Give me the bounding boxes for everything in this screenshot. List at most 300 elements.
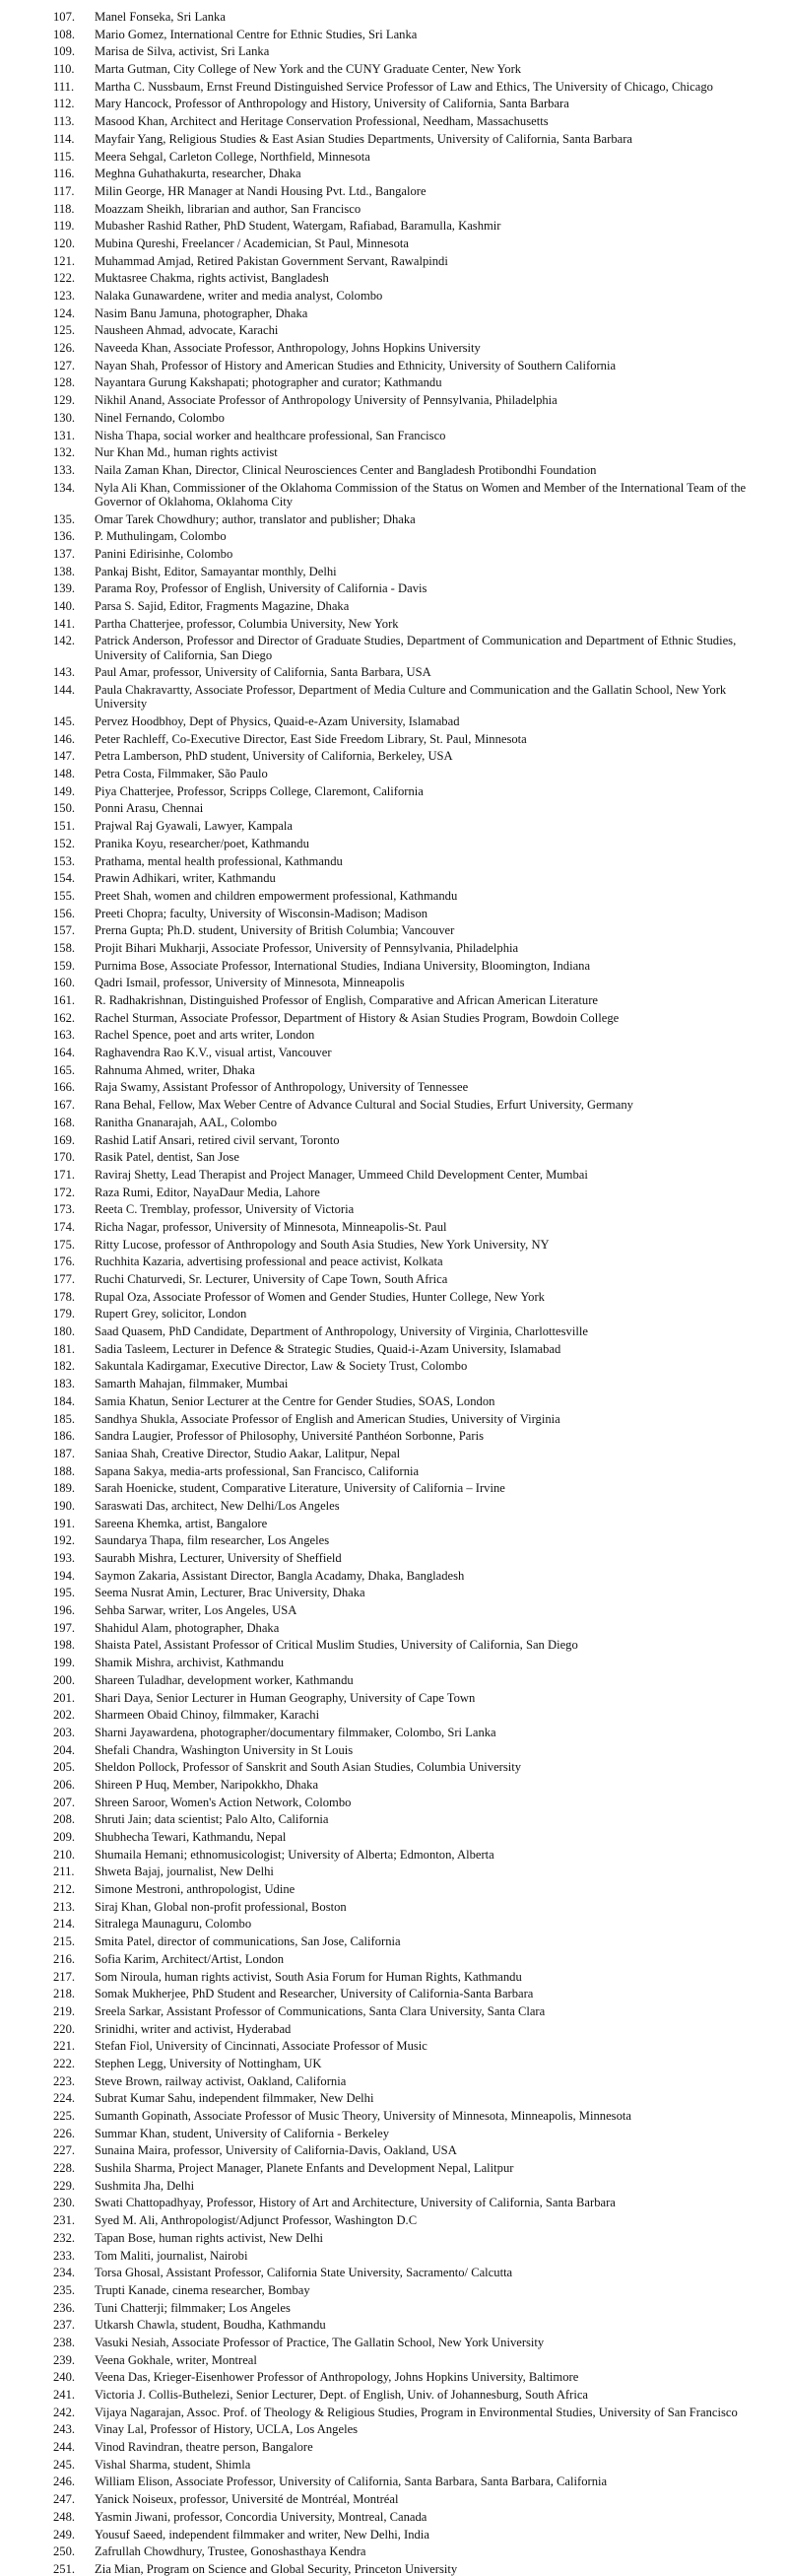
signatory-entry	[0, 2458, 788, 2472]
signatory-entry	[0, 634, 788, 662]
entry-text: Rupert Grey, solicitor, London	[95, 1307, 247, 1322]
entry-text: Raghavendra Rao K.V., visual artist, Vancouver	[95, 1046, 332, 1060]
signatory-entry	[0, 1290, 788, 1304]
entry-text: Subrat Kumar Sahu, independent filmmaker, New Delhi	[95, 2091, 374, 2106]
entry-text: Steve Brown, railway activist, Oakland, California	[95, 2073, 347, 2088]
entry-number: 225.	[53, 2109, 76, 2124]
signatory-entry	[0, 2318, 788, 2332]
entry-number: 112.	[53, 97, 75, 111]
signatory-entry	[0, 2406, 788, 2419]
entry-text: Victoria J. Collis-Buthelezi, Senior Lecturer, Dept. of English, Univ. of Johannesburg, South Africa	[95, 2388, 588, 2403]
signatory-entry	[0, 289, 788, 303]
entry-number: 233.	[53, 2248, 76, 2263]
entry-number: 200.	[53, 1672, 76, 1687]
signatory-entry	[0, 463, 788, 477]
entry-text: Torsa Ghosal, Assistant Professor, California State University, Sacramento/ Calcutta	[95, 2266, 513, 2280]
entry-text: Marisa de Silva, activist, Sri Lanka	[95, 44, 270, 59]
signatory-entry	[0, 1272, 788, 1286]
signatory-entry	[0, 1638, 788, 1652]
entry-text: Rashid Latif Ansari, retired civil servant, Toronto	[95, 1132, 340, 1147]
entry-text: Sreela Sarkar, Assistant Professor of Communications, Santa Clara University, Santa Clara	[95, 2003, 546, 2018]
entry-number: 203.	[53, 1725, 76, 1739]
entry-text: Saraswati Das, architect, New Delhi/Los Angeles	[95, 1498, 340, 1513]
entry-number: 201.	[53, 1690, 76, 1705]
entry-number: 215.	[53, 1934, 76, 1949]
signatory-entry	[0, 1150, 788, 1164]
signatory-entry	[0, 907, 788, 920]
entry-text: Muhammad Amjad, Retired Pakistan Government Servant, Rawalpindi	[95, 253, 448, 268]
signatory-entry	[0, 2249, 788, 2263]
entry-number: 169.	[53, 1132, 76, 1147]
entry-number: 214.	[53, 1917, 76, 1932]
entry-number: 165.	[53, 1062, 76, 1077]
entry-text: Nikhil Anand, Associate Professor of Anthropology University of Pennsylvania, Philadelphia	[95, 393, 558, 408]
entry-number: 180.	[53, 1324, 76, 1339]
signatory-entry	[0, 1830, 788, 1844]
entry-number: 145.	[53, 714, 76, 729]
signatory-entry	[0, 683, 788, 712]
entry-text: Nayantara Gurung Kakshapati; photographer and curator; Kathmandu	[95, 375, 442, 390]
signatory-entry	[0, 1307, 788, 1321]
entry-text: Shari Daya, Senior Lecturer in Human Geography, University of Cape Town	[95, 1690, 476, 1705]
entry-text: Moazzam Sheikh, librarian and author, San Francisco	[95, 201, 361, 216]
entry-number: 150.	[53, 801, 76, 816]
entry-number: 158.	[53, 940, 76, 955]
entry-text: Zia Mian, Program on Science and Global Security, Princeton University	[95, 2561, 458, 2576]
signatory-entry	[0, 2474, 788, 2488]
signatory-entry	[0, 429, 788, 442]
entry-number: 221.	[53, 2039, 76, 2054]
entry-text: Paul Amar, professor, University of California, Santa Barbara, USA	[95, 665, 431, 680]
entry-number: 119.	[53, 219, 75, 234]
entry-number: 197.	[53, 1620, 76, 1635]
entry-text: Rana Behal, Fellow, Max Weber Centre of Advance Cultural and Social Studies, Erfurt University, Germany	[95, 1098, 633, 1113]
signatory-entry	[0, 1970, 788, 1984]
signatory-entry	[0, 184, 788, 198]
entry-number: 234.	[53, 2266, 76, 2280]
signatory-entry	[0, 97, 788, 110]
entry-number: 141.	[53, 616, 76, 631]
signatory-entry	[0, 2283, 788, 2297]
entry-text: Shreen Saroor, Women's Action Network, Colombo	[95, 1795, 352, 1809]
signatory-entry	[0, 2179, 788, 2193]
entry-text: Prajwal Raj Gyawali, Lawyer, Kampala	[95, 819, 293, 834]
signatory-entry	[0, 1394, 788, 1408]
entry-number: 152.	[53, 836, 76, 850]
entry-number: 164.	[53, 1046, 76, 1060]
entry-number: 207.	[53, 1795, 76, 1809]
entry-number: 159.	[53, 958, 76, 973]
signatory-entry	[0, 1168, 788, 1182]
entry-text: Trupti Kanade, cinema researcher, Bombay	[95, 2282, 310, 2297]
entry-text: Tapan Bose, human rights activist, New Delhi	[95, 2230, 324, 2245]
signatory-entry	[0, 2492, 788, 2506]
signatory-entry	[0, 565, 788, 578]
entry-text: Meera Sehgal, Carleton College, Northfield, Minnesota	[95, 149, 370, 164]
entry-number: 115.	[53, 149, 75, 164]
entry-text: Pankaj Bisht, Editor, Samayantar monthly, Delhi	[95, 564, 337, 578]
entry-text: Saundarya Thapa, film researcher, Los Angeles	[95, 1533, 330, 1548]
entry-text: Rachel Spence, poet and arts writer, London	[95, 1028, 315, 1043]
entry-text: Prathama, mental health professional, Kathmandu	[95, 853, 343, 868]
entry-text: Rahnuma Ahmed, writer, Dhaka	[95, 1062, 255, 1077]
entry-number: 130.	[53, 410, 76, 425]
entry-text: Mubasher Rashid Rather, PhD Student, Watergam, Rafiabad, Baramulla, Kashmir	[95, 219, 501, 234]
entry-text: Raviraj Shetty, Lead Therapist and Project Manager, Ummeed Child Development Center, Mumbai	[95, 1167, 588, 1182]
entry-number: 227.	[53, 2143, 76, 2158]
signatory-entry	[0, 1186, 788, 1199]
entry-number: 242.	[53, 2405, 76, 2419]
entry-number: 190.	[53, 1498, 76, 1513]
signatory-entry	[0, 581, 788, 595]
entry-text: Vijaya Nagarajan, Assoc. Prof. of Theology & Religious Studies, Program in Environmental Studies, University of San Francisco	[95, 2405, 738, 2419]
entry-text: Sofia Karim, Architect/Artist, London	[95, 1951, 285, 1966]
entry-text: Sharni Jayawardena, photographer/documentary filmmaker, Colombo, Sri Lanka	[95, 1725, 496, 1739]
entry-number: 212.	[53, 1882, 76, 1897]
signatory-entry	[0, 359, 788, 373]
signatory-entry	[0, 254, 788, 268]
signatory-entry	[0, 2528, 788, 2542]
entry-text: Mayfair Yang, Religious Studies & East Asian Studies Departments, University of California, Santa Barbara	[95, 131, 632, 146]
entry-number: 147.	[53, 749, 76, 764]
signatory-entry	[0, 1569, 788, 1583]
entry-text: Purnima Bose, Associate Professor, International Studies, Indiana University, Bloomington, Indiana	[95, 958, 591, 973]
entry-number: 239.	[53, 2352, 76, 2367]
signatory-entry	[0, 1760, 788, 1774]
entry-text: Zafrullah Chowdhury, Trustee, Gonoshasthaya Kendra	[95, 2544, 366, 2559]
signatory-entry	[0, 237, 788, 250]
entry-number: 185.	[53, 1411, 76, 1426]
entry-text: Parsa S. Sajid, Editor, Fragments Magazine, Dhaka	[95, 598, 350, 613]
entry-text: Rasik Patel, dentist, San Jose	[95, 1150, 239, 1165]
signatory-entry	[0, 2004, 788, 2018]
entry-number: 251.	[53, 2561, 76, 2576]
entry-text: Vinay Lal, Professor of History, UCLA, Los Angeles	[95, 2422, 359, 2437]
entry-text: Saymon Zakaria, Assistant Director, Bangla Acadamy, Dhaka, Bangladesh	[95, 1568, 465, 1583]
entry-text: Samia Khatun, Senior Lecturer at the Centre for Gender Studies, SOAS, London	[95, 1393, 495, 1408]
entry-text: Shefali Chandra, Washington University in St Louis	[95, 1742, 354, 1757]
signatory-entry	[0, 1934, 788, 1948]
entry-text: Preet Shah, women and children empowerment professional, Kathmandu	[95, 888, 458, 903]
entry-text: Sunaina Maira, professor, University of California-Davis, Oakland, USA	[95, 2143, 457, 2158]
signatory-entry	[0, 1743, 788, 1757]
signatory-entry	[0, 1499, 788, 1513]
entry-text: Sitralega Maunaguru, Colombo	[95, 1917, 252, 1932]
entry-text: Saurabh Mishra, Lecturer, University of Sheffield	[95, 1551, 342, 1566]
signatory-entry	[0, 2370, 788, 2384]
signatory-entry	[0, 1254, 788, 1268]
entry-number: 170.	[53, 1150, 76, 1165]
entry-text: Nalaka Gunawardene, writer and media analyst, Colombo	[95, 289, 383, 303]
signatory-entry	[0, 132, 788, 146]
entry-number: 244.	[53, 2440, 76, 2455]
entry-text: Martha C. Nussbaum, Ernst Freund Distinguished Service Professor of Law and Ethics, The University of Chicago, Chicago	[95, 79, 713, 94]
signatory-entry	[0, 150, 788, 164]
entry-text: Shumaila Hemani; ethnomusicologist; University of Alberta; Edmonton, Alberta	[95, 1847, 494, 1862]
signatory-entry	[0, 941, 788, 955]
entry-number: 211.	[53, 1864, 75, 1879]
entry-text: Shubhecha Tewari, Kathmandu, Nepal	[95, 1830, 287, 1845]
entry-number: 138.	[53, 564, 76, 578]
signatory-entry	[0, 2127, 788, 2140]
entry-number: 132.	[53, 445, 76, 460]
signatory-entry	[0, 801, 788, 815]
entry-text: Shruti Jain; data scientist; Palo Alto, California	[95, 1812, 329, 1827]
entry-text: Raza Rumi, Editor, NayaDaur Media, Lahore	[95, 1185, 320, 1199]
signatory-entry	[0, 837, 788, 850]
entry-number: 149.	[53, 783, 76, 798]
signatory-entry	[0, 2544, 788, 2558]
signatory-entry	[0, 80, 788, 94]
entry-text: Patrick Anderson, Professor and Director of Graduate Studies, Department of Communication and Department of Ethnic Studies, University of California, San Diego	[95, 634, 737, 662]
entry-text: Omar Tarek Chowdhury; author, translator and publisher; Dhaka	[95, 511, 416, 526]
entry-text: Sakuntala Kadirgamar, Executive Director, Law & Society Trust, Colombo	[95, 1359, 468, 1374]
signatory-entry	[0, 2057, 788, 2070]
entry-number: 172.	[53, 1185, 76, 1199]
signatory-entry	[0, 1586, 788, 1599]
signatory-entry	[0, 1220, 788, 1234]
entry-number: 209.	[53, 1830, 76, 1845]
entry-number: 179.	[53, 1307, 76, 1322]
entry-text: Sandra Laugier, Professor of Philosophy, Université Panthéon Sorbonne, Paris	[95, 1429, 484, 1444]
entry-text: Sushila Sharma, Project Manager, Planete Enfants and Development Nepal, Lalitpur	[95, 2161, 514, 2176]
entry-text: Seema Nusrat Amin, Lecturer, Brac University, Dhaka	[95, 1586, 365, 1600]
signatory-entry	[0, 1447, 788, 1460]
entry-number: 157.	[53, 923, 76, 938]
entry-text: Mary Hancock, Professor of Anthropology and History, University of California, Santa Barbara	[95, 97, 569, 111]
entry-text: Nausheen Ahmad, advocate, Karachi	[95, 323, 279, 338]
entry-number: 226.	[53, 2126, 76, 2140]
entry-number: 161.	[53, 993, 76, 1008]
entry-text: Nur Khan Md., human rights activist	[95, 445, 278, 460]
entry-number: 171.	[53, 1167, 76, 1182]
signatory-entry	[0, 306, 788, 320]
entry-number: 187.	[53, 1446, 76, 1460]
signatory-entry	[0, 976, 788, 989]
entry-number: 232.	[53, 2230, 76, 2245]
signatory-entry	[0, 10, 788, 24]
entry-text: Prawin Adhikari, writer, Kathmandu	[95, 871, 276, 886]
entry-number: 177.	[53, 1272, 76, 1287]
entry-text: Ranitha Gnanarajah, AAL, Colombo	[95, 1115, 278, 1129]
entry-text: Shahidul Alam, photographer, Dhaka	[95, 1620, 280, 1635]
entry-number: 151.	[53, 819, 76, 834]
signatory-entry	[0, 481, 788, 509]
entry-text: Paula Chakravartty, Associate Professor, Department of Media Culture and Communication and the Gallatin School, New York University	[95, 683, 727, 712]
entry-text: Nayan Shah, Professor of History and American Studies and Ethnicity, University of Southern California	[95, 358, 617, 373]
entry-number: 114.	[53, 131, 75, 146]
signatory-entry	[0, 2301, 788, 2315]
entry-number: 191.	[53, 1516, 76, 1530]
signatory-entry	[0, 1481, 788, 1495]
entry-number: 189.	[53, 1481, 76, 1496]
entry-number: 193.	[53, 1551, 76, 1566]
entry-number: 175.	[53, 1237, 76, 1252]
entry-number: 192.	[53, 1533, 76, 1548]
entry-text: Qadri Ismail, professor, University of Minnesota, Minneapolis	[95, 976, 405, 990]
entry-number: 173.	[53, 1202, 76, 1217]
entry-text: Rupal Oza, Associate Professor of Women and Gender Studies, Hunter College, New York	[95, 1289, 545, 1304]
entry-text: Sadia Tasleem, Lecturer in Defence & Strategic Studies, Quaid-i-Azam University, Islamabad	[95, 1341, 561, 1356]
signatory-entry	[0, 2231, 788, 2245]
signatory-entry	[0, 2440, 788, 2454]
entry-text: Veena Das, Krieger-Eisenhower Professor of Anthropology, Johns Hopkins University, Baltimore	[95, 2370, 579, 2385]
entry-text: Yanick Noiseux, professor, Université de Montréal, Montréal	[95, 2492, 399, 2507]
signatory-entry	[0, 1603, 788, 1617]
entry-number: 210.	[53, 1847, 76, 1862]
signatory-entry	[0, 1028, 788, 1042]
signatory-entry	[0, 2143, 788, 2157]
entry-number: 120.	[53, 236, 76, 250]
entry-number: 166.	[53, 1080, 76, 1095]
entry-number: 248.	[53, 2509, 76, 2524]
signatory-entry	[0, 1133, 788, 1147]
signatory-entry	[0, 1464, 788, 1478]
entry-number: 116.	[53, 167, 75, 181]
signatory-entry	[0, 1517, 788, 1530]
entry-number: 186.	[53, 1429, 76, 1444]
entry-number: 118.	[53, 201, 75, 216]
signatory-entry	[0, 2266, 788, 2279]
entry-number: 238.	[53, 2335, 76, 2349]
entry-text: Nisha Thapa, social worker and healthcare professional, San Francisco	[95, 428, 446, 442]
entry-number: 134.	[53, 480, 76, 495]
entry-text: Piya Chatterjee, Professor, Scripps College, Claremont, California	[95, 783, 424, 798]
signatory-entry	[0, 2161, 788, 2175]
entry-text: Naila Zaman Khan, Director, Clinical Neurosciences Center and Bangladesh Protibondhi Foundation	[95, 462, 597, 477]
signatory-entry	[0, 44, 788, 58]
entry-text: Petra Lamberson, PhD student, University of California, Berkeley, USA	[95, 749, 453, 764]
entry-text: Srinidhi, writer and activist, Hyderabad	[95, 2021, 292, 2036]
entry-text: Sapana Sakya, media-arts professional, San Francisco, California	[95, 1463, 420, 1478]
entry-text: Ruchhita Kazaria, advertising professional and peace activist, Kolkata	[95, 1254, 443, 1269]
entry-text: Shareen Tuladhar, development worker, Kathmandu	[95, 1672, 354, 1687]
entry-number: 218.	[53, 1987, 76, 2001]
entry-number: 178.	[53, 1289, 76, 1304]
signatory-entry	[0, 1882, 788, 1896]
signatory-entry	[0, 767, 788, 780]
entry-text: Sheldon Pollock, Professor of Sanskrit and South Asian Studies, Columbia University	[95, 1760, 522, 1775]
entry-number: 204.	[53, 1742, 76, 1757]
entry-text: R. Radhakrishnan, Distinguished Professor of English, Comparative and African American Literature	[95, 993, 598, 1008]
signatory-entry	[0, 2039, 788, 2053]
entry-text: Prerna Gupta; Ph.D. student, University of British Columbia; Vancouver	[95, 923, 455, 938]
entry-number: 240.	[53, 2370, 76, 2385]
entry-text: Summar Khan, student, University of California - Berkeley	[95, 2126, 390, 2140]
entry-text: Smita Patel, director of communications, San Jose, California	[95, 1934, 401, 1949]
entry-text: Tom Maliti, journalist, Nairobi	[95, 2248, 248, 2263]
entry-text: Vinod Ravindran, theatre person, Bangalore	[95, 2440, 313, 2455]
entry-number: 113.	[53, 114, 75, 129]
entry-text: Nyla Ali Khan, Commissioner of the Oklahoma Commission of the Status on Women and Member of the International Team of the Governor of Oklahoma, Oklahoma City	[95, 480, 747, 508]
signatory-entry	[0, 732, 788, 746]
signatory-entry	[0, 993, 788, 1007]
signatory-entry	[0, 617, 788, 631]
entry-text: Nasim Banu Jamuna, photographer, Dhaka	[95, 305, 308, 320]
entry-number: 219.	[53, 2003, 76, 2018]
entry-number: 216.	[53, 1951, 76, 1966]
signatory-entry	[0, 1673, 788, 1687]
entry-number: 155.	[53, 888, 76, 903]
entry-text: Parama Roy, Professor of English, University of California - Davis	[95, 581, 427, 596]
signatory-entry	[0, 1708, 788, 1722]
signatory-entry	[0, 819, 788, 833]
entry-number: 181.	[53, 1341, 76, 1356]
entry-text: Veena Gokhale, writer, Montreal	[95, 2352, 257, 2367]
signatory-entry	[0, 1952, 788, 1966]
entry-text: Yousuf Saeed, independent filmmaker and writer, New Delhi, India	[95, 2527, 429, 2542]
entry-number: 188.	[53, 1463, 76, 1478]
signatory-entry	[0, 1691, 788, 1705]
entry-number: 110.	[53, 62, 75, 77]
entry-number: 136.	[53, 529, 76, 544]
entry-number: 230.	[53, 2196, 76, 2210]
signatory-entry	[0, 114, 788, 128]
entry-text: Pervez Hoodbhoy, Dept of Physics, Quaid-e-Azam University, Islamabad	[95, 714, 460, 729]
entry-text: Rachel Sturman, Associate Professor, Department of History & Asian Studies Program, Bowdoin College	[95, 1010, 620, 1025]
signatory-entry	[0, 959, 788, 973]
entry-number: 109.	[53, 44, 76, 59]
entry-text: William Elison, Associate Professor, University of California, Santa Barbara, Santa Barbara, California	[95, 2474, 608, 2489]
signatory-entry	[0, 2091, 788, 2105]
entry-number: 228.	[53, 2161, 76, 2176]
entry-number: 206.	[53, 1777, 76, 1792]
entry-text: Peter Rachleff, Co-Executive Director, East Side Freedom Library, St. Paul, Minnesota	[95, 731, 527, 746]
entry-text: Vishal Sharma, student, Shimla	[95, 2457, 251, 2472]
signatory-entry	[0, 1864, 788, 1878]
entry-text: Siraj Khan, Global non-profit professional, Boston	[95, 1899, 347, 1914]
signatory-entry	[0, 784, 788, 798]
entry-text: Meghna Guhathakurta, researcher, Dhaka	[95, 167, 301, 181]
entry-number: 231.	[53, 2213, 76, 2228]
entry-text: Shamik Mishra, archivist, Kathmandu	[95, 1656, 285, 1670]
entry-number: 243.	[53, 2422, 76, 2437]
entry-text: Sarah Hoenicke, student, Comparative Literature, University of California – Irvine	[95, 1481, 505, 1496]
entry-number: 184.	[53, 1393, 76, 1408]
entry-number: 168.	[53, 1115, 76, 1129]
entry-text: Naveeda Khan, Associate Professor, Anthropology, Johns Hopkins University	[95, 341, 481, 356]
entry-number: 237.	[53, 2318, 76, 2333]
entry-text: Ponni Arasu, Chennai	[95, 801, 204, 816]
entry-number: 108.	[53, 27, 76, 41]
entry-number: 235.	[53, 2282, 76, 2297]
signatory-entry	[0, 1046, 788, 1059]
entry-text: Sushmita Jha, Delhi	[95, 2178, 195, 2193]
entry-number: 195.	[53, 1586, 76, 1600]
entry-number: 126.	[53, 341, 76, 356]
entry-number: 143.	[53, 665, 76, 680]
entry-text: Projit Bihari Mukharji, Associate Professor, University of Pennsylvania, Philadelphia	[95, 940, 519, 955]
entry-text: Milin George, HR Manager at Nandi Housing Pvt. Ltd., Bangalore	[95, 183, 427, 198]
signatory-entry	[0, 271, 788, 285]
entry-number: 202.	[53, 1708, 76, 1723]
signatory-entry	[0, 445, 788, 459]
signatory-entry	[0, 1359, 788, 1373]
signatory-entry	[0, 1116, 788, 1129]
signatory-entry	[0, 1324, 788, 1338]
signatory-entry	[0, 1796, 788, 1809]
entry-number: 205.	[53, 1760, 76, 1775]
signatory-entry	[0, 341, 788, 355]
entry-number: 140.	[53, 598, 76, 613]
entry-text: Saad Quasem, PhD Candidate, Department of Anthropology, University of Virginia, Charlottesville	[95, 1324, 588, 1339]
entry-text: Petra Costa, Filmmaker, São Paulo	[95, 767, 268, 781]
signatory-entry	[0, 2336, 788, 2349]
entry-number: 176.	[53, 1254, 76, 1269]
entry-number: 146.	[53, 731, 76, 746]
signatory-entry	[0, 1011, 788, 1025]
entry-number: 128.	[53, 375, 76, 390]
